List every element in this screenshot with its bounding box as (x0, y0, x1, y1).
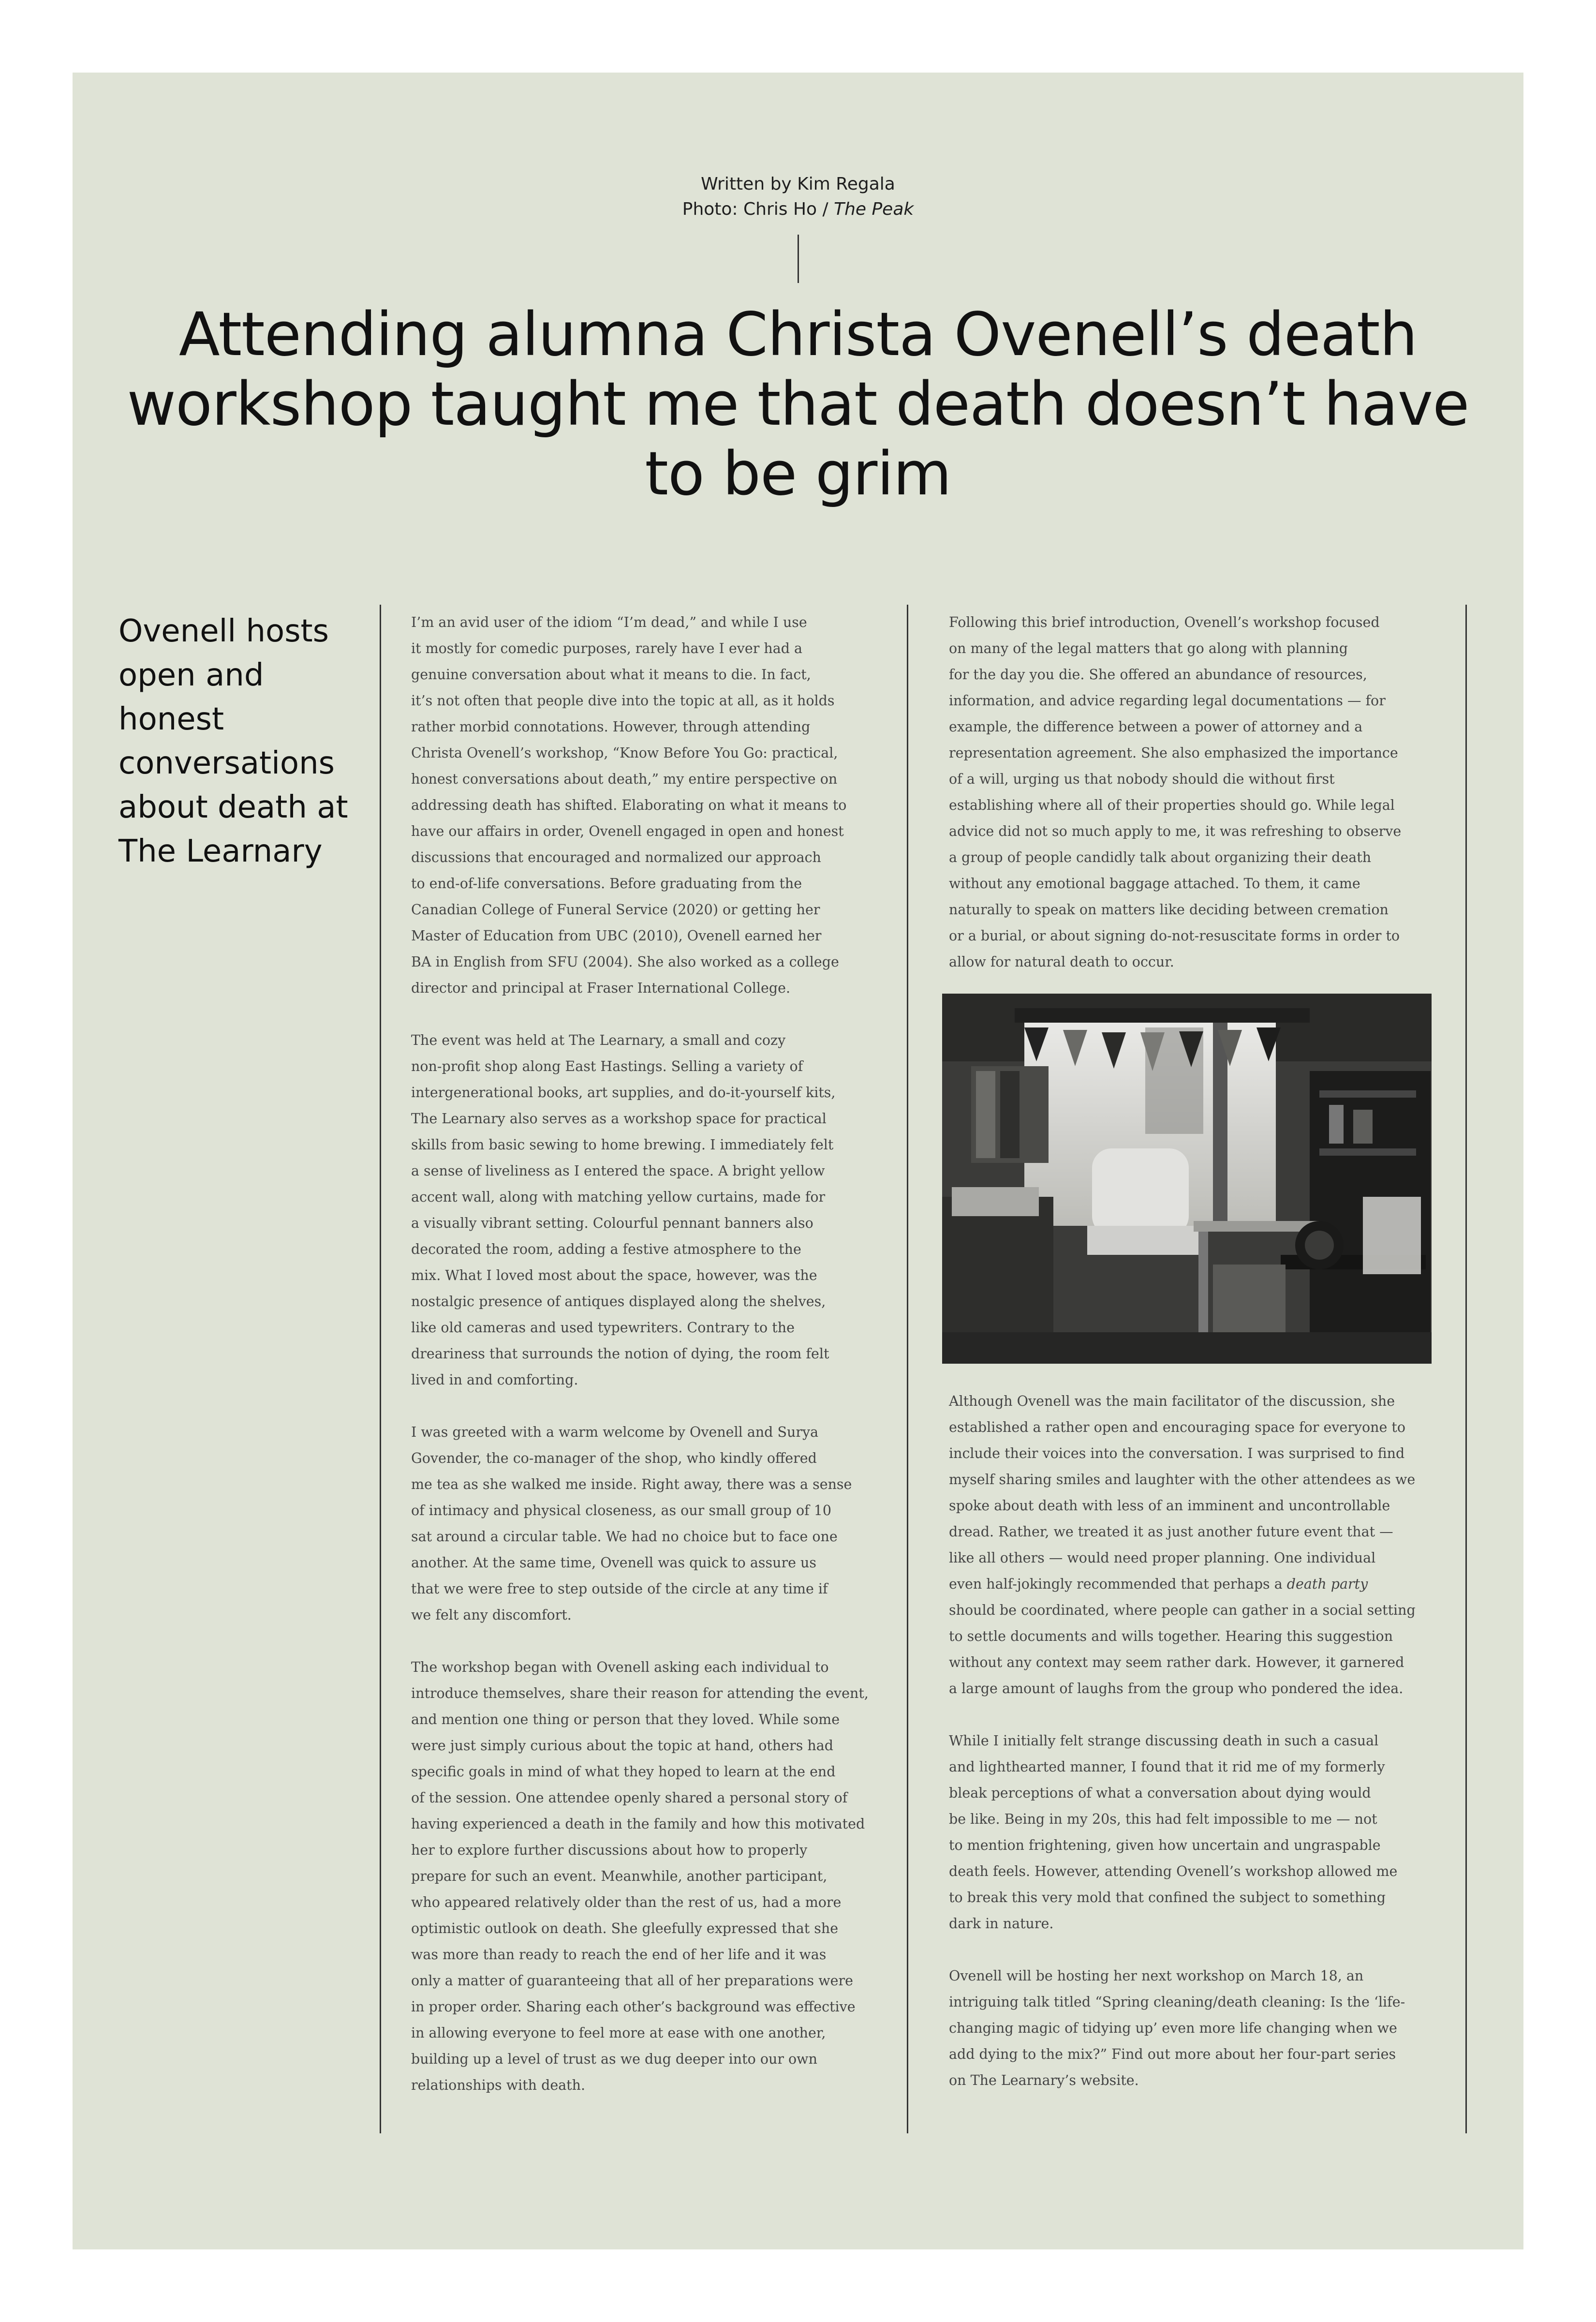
text-line: of intimacy and physical closeness, as our small group of 10 (411, 1503, 831, 1518)
text-line: The Learnary also serves as a workshop space for practical (411, 1111, 827, 1127)
text-line: dark in nature. (949, 1916, 1054, 1932)
text-line: to settle documents and wills together. Hearing this suggestion (949, 1628, 1393, 1644)
text-line: honest conversations about death,” my entire perspective on (411, 771, 838, 787)
text-line: only a matter of guaranteeing that all of her preparations were (411, 1973, 853, 1989)
text-line: was more than ready to reach the end of her life and it was (411, 1947, 827, 1963)
text-line: me tea as she walked me inside. Right away, there was a sense (411, 1476, 852, 1492)
text-line: nostalgic presence of antiques displayed along the shelves, (411, 1294, 826, 1310)
text-line: a large amount of laughs from the group who pondered the idea. (949, 1681, 1404, 1697)
text-line: and mention one thing or person that they loved. While some (411, 1712, 840, 1727)
text-line: in proper order. Sharing each other’s background was effective (411, 1999, 856, 2015)
text-line: Govender, the co-manager of the shop, who kindly offered (411, 1450, 817, 1466)
text-line: lived in and comforting. (411, 1372, 578, 1388)
workshop-photo (942, 994, 1432, 1364)
text-line: a group of people candidly talk about organizing their death (949, 849, 1372, 865)
text-line: allow for natural death to occur. (949, 954, 1174, 970)
text-line: rather morbid connotations. However, through attending (411, 719, 811, 735)
text-line: The event was held at The Learnary, a small and cozy (411, 1032, 786, 1048)
column-divider (907, 605, 908, 2133)
article-headline: Attending alumna Christa Ovenell’s death workshop taught me that death doesn’t have to be grim (127, 300, 1469, 509)
text-line: I was greeted with a warm welcome by Ovenell and Surya (411, 1424, 819, 1440)
text-line: were just simply curious about the topic at hand, others had (411, 1738, 833, 1754)
text-line: or a burial, or about signing do-not-resuscitate forms in order to (949, 928, 1400, 944)
text-line: myself sharing smiles and laughter with the other attendees as we (949, 1472, 1416, 1488)
text-line: introduce themselves, share their reason for attending the event, (411, 1685, 869, 1701)
text-line: information, and advice regarding legal documentations — for (949, 693, 1386, 709)
text-line: skills from basic sewing to home brewing. I immediately felt (411, 1137, 834, 1153)
text-line: to end-of-life conversations. Before graduating from the (411, 876, 802, 892)
text-line: prepare for such an event. Meanwhile, another participant, (411, 1868, 828, 1884)
text-line: advice did not so much apply to me, it was refreshing to observe (949, 823, 1402, 839)
text-line: changing magic of tidying up’ even more life changing when we (949, 2020, 1397, 2036)
text-line: having experienced a death in the family and how this motivated (411, 1816, 865, 1832)
text-line: genuine conversation about what it means to die. In fact, (411, 667, 811, 683)
photo-publication: The Peak (834, 199, 914, 219)
text-line: have our affairs in order, Ovenell engaged in open and honest (411, 823, 844, 839)
text-line: it mostly for comedic purposes, rarely have I ever had a (411, 640, 803, 656)
text-line: optimistic outlook on death. She gleefully expressed that she (411, 1920, 839, 1936)
text-line: established a rather open and encouraging space for everyone to (949, 1419, 1405, 1435)
text-line: naturally to speak on matters like deciding between cremation (949, 902, 1389, 918)
text-line: and lighthearted manner, I found that it rid me of my formerly (949, 1759, 1385, 1775)
paragraph (411, 610, 895, 1001)
text-line: her to explore further discussions about how to properly (411, 1842, 808, 1858)
byline (0, 172, 1596, 222)
text-line: to break this very mold that confined the subject to something (949, 1890, 1386, 1905)
text-line: on The Learnary’s website. (949, 2072, 1139, 2088)
text-line: add dying to the mix?” Find out more about her four-part series (949, 2046, 1396, 2062)
article-column-2-top (949, 610, 1433, 975)
author-credit: Written by Kim Regala (701, 174, 895, 194)
text-line: Ovenell will be hosting her next workshop on March 18, an (949, 1968, 1364, 1984)
text-line: dreariness that surrounds the notion of dying, the room felt (411, 1346, 829, 1362)
text-line: like all others — would need proper planning. One individual (949, 1550, 1376, 1566)
paragraph (949, 1388, 1433, 1702)
text-line: example, the difference between a power of attorney and a (949, 719, 1363, 735)
text-line: Following this brief introduction, Ovenell’s workshop focused (949, 614, 1380, 630)
photo-credit-prefix: Photo: Chris Ho / (682, 199, 834, 219)
text-line: death feels. However, attending Ovenell’s workshop allowed me (949, 1863, 1398, 1879)
text-line: relationships with death. (411, 2077, 586, 2093)
text-line: director and principal at Fraser International College. (411, 980, 791, 996)
text-line: intergenerational books, art supplies, and do-it-yourself kits, (411, 1085, 836, 1101)
text-line: sat around a circular table. We had no choice but to face one (411, 1529, 838, 1545)
text-line: without any context may seem rather dark. However, it garnered (949, 1654, 1404, 1670)
text-line: building up a level of trust as we dug deeper into our own (411, 2051, 817, 2067)
text-line: decorated the room, adding a festive atmosphere to the (411, 1241, 801, 1257)
text-line: even half-jokingly recommended that perhaps a death party (949, 1576, 1368, 1592)
text-line: without any emotional baggage attached. To them, it came (949, 876, 1360, 892)
text-line: Christa Ovenell’s workshop, “Know Before You Go: practical, (411, 745, 838, 761)
text-line: bleak perceptions of what a conversation about dying would (949, 1785, 1371, 1801)
text-line: it’s not often that people dive into the topic at all, as it holds (411, 693, 835, 709)
text-line: we felt any discomfort. (411, 1607, 572, 1623)
text-line: specific goals in mind of what they hoped to learn at the end (411, 1764, 836, 1780)
text-line: mix. What I loved most about the space, however, was the (411, 1267, 817, 1283)
column-divider (380, 605, 381, 2133)
text-line: should be coordinated, where people can gather in a social setting (949, 1602, 1416, 1618)
paragraph (949, 610, 1433, 975)
text-line: to mention frightening, given how uncertain and ungraspable (949, 1837, 1381, 1853)
text-line: Canadian College of Funeral Service (2020) or getting her (411, 902, 820, 918)
text-line: Master of Education from UBC (2010), Ovenell earned her (411, 928, 822, 944)
text-line: BA in English from SFU (2004). She also worked as a college (411, 954, 839, 970)
text-line: who appeared relatively older than the rest of us, had a more (411, 1894, 842, 1910)
paragraph (949, 1728, 1433, 1937)
text-line: like old cameras and used typewriters. Contrary to the (411, 1320, 795, 1336)
text-line: spoke about death with less of an imminent and uncontrollable (949, 1498, 1390, 1514)
text-line: a sense of liveliness as I entered the space. A bright yellow (411, 1163, 825, 1179)
column-divider (1465, 605, 1467, 2133)
text-line: discussions that encouraged and normalized our approach (411, 849, 821, 865)
text-line: establishing where all of their properties should go. While legal (949, 797, 1395, 813)
article-column-2-bottom (949, 1388, 1433, 2094)
text-line: accent wall, along with matching yellow curtains, made for (411, 1189, 826, 1205)
text-line: that we were free to step outside of the circle at any time if (411, 1581, 828, 1597)
text-line: representation agreement. She also emphasized the importance (949, 745, 1398, 761)
text-line: While I initially felt strange discussing death in such a casual (949, 1733, 1379, 1749)
text-line: include their voices into the conversation. I was surprised to find (949, 1445, 1405, 1461)
text-line: of a will, urging us that nobody should die without first (949, 771, 1335, 787)
paragraph (411, 1027, 895, 1393)
article-column-1 (411, 610, 895, 2099)
text-line: non-profit shop along East Hastings. Selling a variety of (411, 1058, 803, 1074)
article-subhead: Ovenell hosts open and honest conversations about death at The Learnary (118, 613, 348, 869)
text-line: for the day you die. She offered an abundance of resources, (949, 667, 1367, 683)
text-line: on many of the legal matters that go along with planning (949, 640, 1348, 656)
paragraph (949, 1963, 1433, 2094)
byline-divider (798, 235, 799, 283)
text-line: a visually vibrant setting. Colourful pennant banners also (411, 1215, 813, 1231)
text-line: addressing death has shifted. Elaborating on what it means to (411, 797, 847, 813)
text-line: of the session. One attendee openly shared a personal story of (411, 1790, 848, 1806)
text-line: The workshop began with Ovenell asking each individual to (411, 1659, 829, 1675)
text-line: dread. Rather, we treated it as just another future event that — (949, 1524, 1393, 1540)
text-line: be like. Being in my 20s, this had felt impossible to me — not (949, 1811, 1377, 1827)
text-line: in allowing everyone to feel more at ease with one another, (411, 2025, 826, 2041)
paragraph (411, 1654, 895, 2099)
text-line: another. At the same time, Ovenell was quick to assure us (411, 1555, 816, 1571)
photo-credit (0, 197, 1596, 222)
text-line: intriguing talk titled “Spring cleaning/death cleaning: Is the ‘life- (949, 1994, 1405, 2010)
text-line: I’m an avid user of the idiom “I’m dead,” and while I use (411, 614, 807, 630)
text-line: Although Ovenell was the main facilitator of the discussion, she (949, 1393, 1395, 1409)
paragraph (411, 1419, 895, 1628)
